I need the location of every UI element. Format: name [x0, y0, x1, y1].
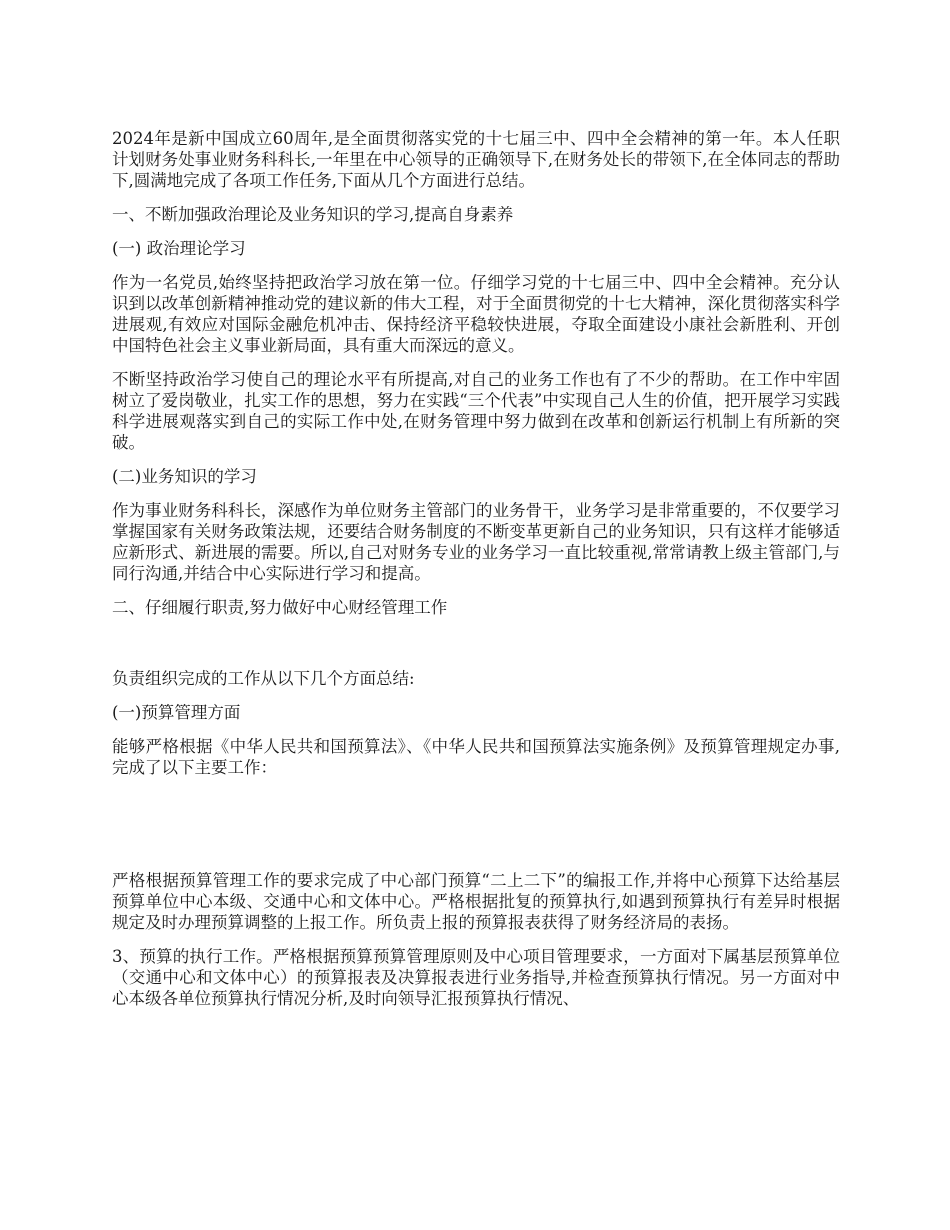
subsection-heading-business-knowledge: (二)业务知识的学习	[112, 467, 257, 486]
budget-law-paragraph: 能够严格根据《中华人民共和国预算法》、《中华人民共和国预算法实施条例》及预算管理规定办事,完成了以下主要工作：	[112, 737, 840, 777]
intro-paragraph: 2024年是新中国成立60周年,是全面贯彻落实党的十七届三中、四中全会精神的第一年。本人任职计划财务处事业财务科科长,一年里在中心领导的正确领导下,在财务处长的带领下,在全体同志的帮助下,圆满地完成了各项工作任务,下面从几个方面进行总结。	[112, 129, 840, 190]
budget-execution-paragraph: 3、预算的执行工作。严格根据预算预算管理原则及中心项目管理要求，一方面对下属基层预算单位（交通中心和文体中心）的预算报表及决算报表进行业务指导,并检查预算执行情况。另一方面对中心本级各单位预算执行情况分析,及时向领导汇报预算执行情况、	[112, 947, 840, 1008]
political-study-result-paragraph: 不断坚持政治学习使自己的理论水平有所提高,对自己的业务工作也有了不少的帮助。在工作中牢固树立了爱岗敬业，扎实工作的思想，努力在实践“三个代表”中实现自己人生的价值，把开展学习实践科学进展观落实到自己的实际工作中处,在财务管理中努力做到在改革和创新运行机制上有所新的突破。	[112, 370, 840, 452]
business-study-paragraph: 作为事业财务科科长，深感作为单位财务主管部门的业务骨干，业务学习是非常重要的，不仅要学习掌握国家有关财务政策法规，还要结合财务制度的不断变革更新自己的业务知识，只有这样才能够适应新形式、新进展的需要。所以,自己对财务专业的业务学习一直比较重视,常常请教上级主管部门,与同行沟通,并结合中心实际进行学习和提高。	[112, 501, 840, 583]
subsection-heading-budget-management: (一)预算管理方面	[112, 703, 241, 722]
work-summary-intro: 负责组织完成的工作从以下几个方面总结:	[112, 669, 415, 688]
section-heading-1: 一、不断加强政治理论及业务知识的学习,提高自身素养	[112, 205, 514, 224]
budget-compilation-paragraph: 严格根据预算管理工作的要求完成了中心部门预算“二上二下”的编报工作,并将中心预算下达给基层预算单位中心本级、交通中心和文体中心。严格根据批复的预算执行,如遇到预算执行有差异时根据规定及时办理预算调整的上报工作。所负责上报的预算报表获得了财务经济局的表扬。	[112, 871, 840, 932]
subsection-heading-political-theory: (一) 政治理论学习	[112, 239, 246, 258]
document-page	[112, 128, 840, 1009]
section-heading-2: 二、仔细履行职责,努力做好中心财经管理工作	[112, 598, 448, 617]
political-study-paragraph: 作为一名党员,始终坚持把政治学习放在第一位。仔细学习党的十七届三中、四中全会精神。充分认识到以改革创新精神推动党的建议新的伟大工程，对于全面贯彻党的十七大精神，深化贯彻落实科学进展观,有效应对国际金融危机冲击、保持经济平稳较快进展，夺取全面建设小康社会新胜利、开创中国特色社会主义事业新局面，具有重大而深远的意义。	[112, 273, 840, 355]
